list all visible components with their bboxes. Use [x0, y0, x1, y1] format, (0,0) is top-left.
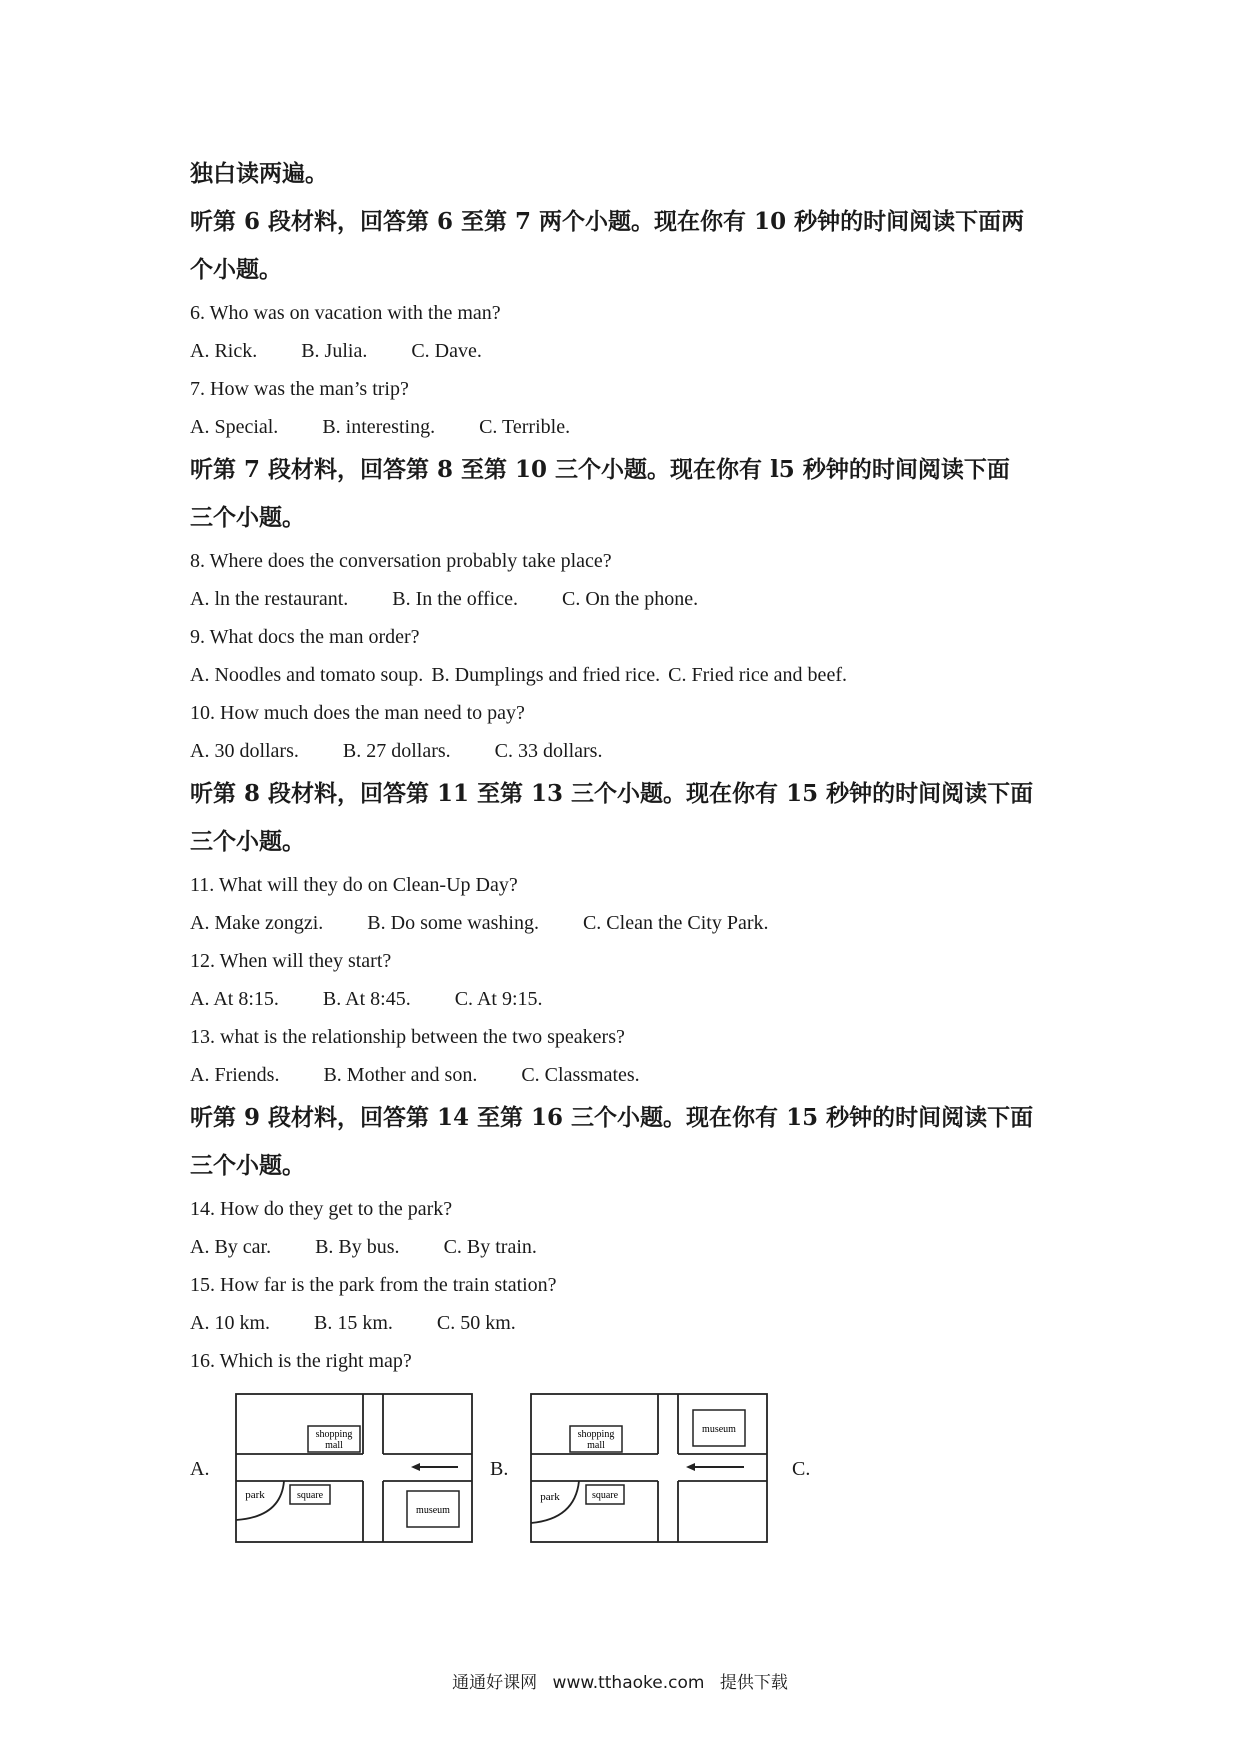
answer-option: A. At 8:15.	[190, 988, 279, 1010]
sections	[190, 198, 1070, 1380]
answer-options	[190, 732, 1070, 770]
section-heading: 听第 6 段材料，回答第 6 至第 7 两个小题。现在你有 10 秒钟的时间阅读下面两	[190, 208, 1025, 235]
footer-url[interactable]: www.tthaoke.com	[552, 1673, 705, 1693]
answer-options	[190, 332, 1070, 370]
map-b-mall-line1: shopping	[577, 1429, 615, 1440]
question-text: 11. What will they do on Clean-Up Day?	[190, 874, 518, 896]
footer-action: 提供下载	[719, 1673, 788, 1693]
footer-site-name: 通通好课网	[452, 1673, 538, 1693]
section-heading: 三个小题。	[190, 1152, 305, 1179]
answer-options	[190, 656, 1070, 694]
map-label-b: B.	[490, 1458, 509, 1480]
section-heading: 听第 9 段材料，回答第 14 至第 16 三个小题。现在你有 15 秒钟的时间阅读下面	[190, 1104, 1034, 1131]
answer-options	[190, 1228, 1070, 1266]
question-text: 15. How far is the park from the train station?	[190, 1274, 557, 1296]
section-heading: 三个小题。	[190, 504, 305, 531]
answer-option: B. By bus.	[315, 1236, 400, 1258]
map-a-mall-line1: shopping	[315, 1429, 353, 1440]
answer-options	[190, 408, 1070, 446]
question-text: 16. Which is the right map?	[190, 1350, 412, 1372]
map-label-a: A.	[190, 1458, 210, 1480]
answer-option: C. Classmates.	[521, 1064, 640, 1086]
answer-option: B. Mother and son.	[323, 1064, 478, 1086]
map-b-museum-label: museum	[702, 1424, 736, 1435]
answer-options	[190, 1056, 1070, 1094]
map-a-park-label: park	[245, 1489, 265, 1501]
section-heading: 听第 7 段材料，回答第 8 至第 10 三个小题。现在你有 l5 秒钟的时间阅读下面	[190, 456, 1010, 483]
map-a-square-label: square	[296, 1490, 324, 1501]
answer-option: A. 30 dollars.	[190, 740, 299, 762]
answer-option: A. Rick.	[190, 340, 258, 362]
map-b-square-label: square	[591, 1490, 619, 1501]
answer-options	[190, 1304, 1070, 1342]
answer-option: A. By car.	[190, 1236, 272, 1258]
q16-maps	[190, 1393, 1070, 1543]
question-text: 12. When will they start?	[190, 950, 392, 972]
map-a-mall-line2: mall	[325, 1440, 343, 1451]
map-b	[530, 1393, 768, 1543]
exam-content	[190, 150, 1070, 1380]
answer-option: C. By train.	[443, 1236, 537, 1258]
map-b-mall-line2: mall	[587, 1440, 605, 1451]
answer-options	[190, 580, 1070, 618]
answer-option: B. 27 dollars.	[342, 740, 451, 762]
answer-option: B. interesting.	[322, 416, 436, 438]
answer-option: C. 50 km.	[436, 1312, 516, 1334]
answer-option: C. 33 dollars.	[494, 740, 603, 762]
question-text: 10. How much does the man need to pay?	[190, 702, 525, 724]
answer-options	[190, 904, 1070, 942]
answer-option: B. Dumplings and fried rice.	[431, 664, 661, 686]
answer-option: A. 10 km.	[190, 1312, 270, 1334]
map-label-c: C.	[792, 1458, 811, 1480]
answer-option: A. Noodles and tomato soup.	[190, 664, 424, 686]
answer-option: A. ln the restaurant.	[190, 588, 349, 610]
section-heading: 听第 8 段材料，回答第 11 至第 13 三个小题。现在你有 15 秒钟的时间阅读下面	[190, 780, 1034, 807]
answer-option: C. Dave.	[411, 340, 482, 362]
question-text: 14. How do they get to the park?	[190, 1198, 453, 1220]
answer-option: A. Special.	[190, 416, 279, 438]
answer-option: C. On the phone.	[561, 588, 699, 610]
intro-tail: 独白读两遍。	[190, 160, 328, 187]
answer-option: B. Do some washing.	[367, 912, 539, 934]
answer-option: B. In the office.	[392, 588, 518, 610]
question-text: 9. What docs the man order?	[190, 626, 420, 648]
map-b-park-label: park	[540, 1491, 560, 1503]
answer-option: A. Friends.	[190, 1064, 280, 1086]
answer-option: C. Fried rice and beef.	[668, 664, 847, 686]
answer-option: C. Clean the City Park.	[582, 912, 769, 934]
page-footer	[0, 1668, 1240, 1693]
answer-option: C. At 9:15.	[454, 988, 543, 1010]
map-a-museum-label: museum	[416, 1505, 450, 1516]
answer-option: B. 15 km.	[314, 1312, 393, 1334]
question-text: 7. How was the man’s trip?	[190, 378, 409, 400]
answer-options	[190, 980, 1070, 1018]
answer-option: A. Make zongzi.	[190, 912, 324, 934]
answer-option: B. Julia.	[301, 340, 368, 362]
section-heading: 个小题。	[190, 256, 282, 283]
section-heading: 三个小题。	[190, 828, 305, 855]
question-text: 6. Who was on vacation with the man?	[190, 302, 501, 324]
answer-option: B. At 8:45.	[322, 988, 411, 1010]
map-a	[235, 1393, 473, 1543]
answer-option: C. Terrible.	[479, 416, 571, 438]
question-text: 8. Where does the conversation probably take place?	[190, 550, 612, 572]
question-text: 13. what is the relationship between the two speakers?	[190, 1026, 625, 1048]
